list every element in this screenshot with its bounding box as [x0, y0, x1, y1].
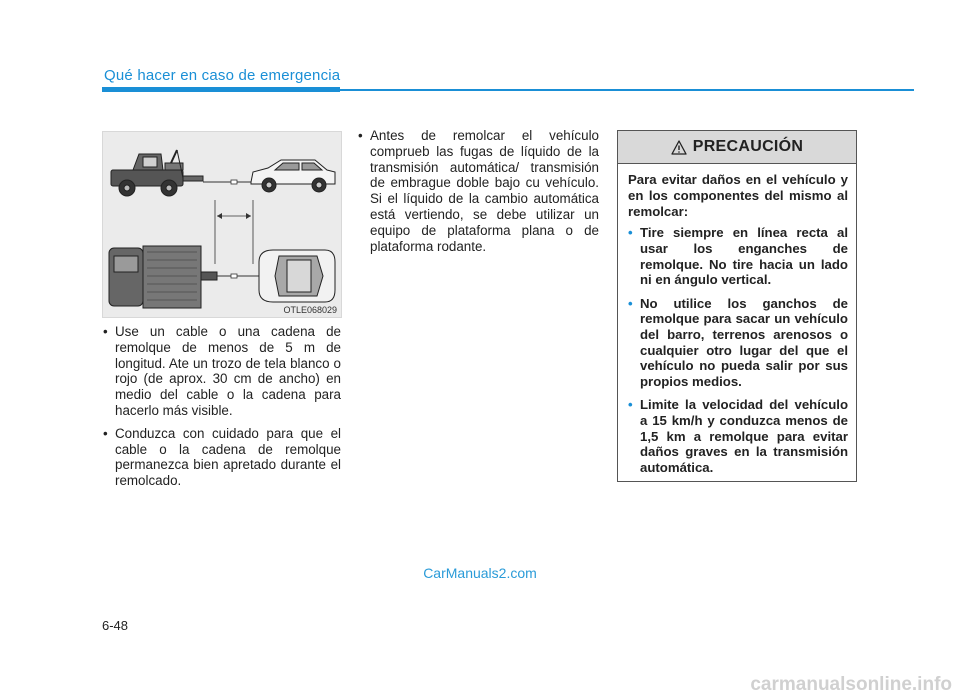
- caution-item: • Tire siempre en línea recta al usar los enganches de remolque. No tire hacia un lado ni en ángulo vertical.: [628, 225, 848, 287]
- towing-instructions-middle: [356, 128, 599, 261]
- header-rule: [340, 89, 914, 91]
- towing-diagram-svg: [103, 132, 343, 319]
- header-accent-bar: [102, 87, 340, 92]
- figure-code: OTLE068029: [283, 305, 337, 315]
- suv-side-icon: [251, 160, 335, 192]
- caution-intro: Para evitar daños en el vehículo y en los componentes del mismo al remolcar:: [628, 172, 848, 219]
- site-watermark[interactable]: CarManuals2.com: [423, 565, 537, 581]
- suv-top-icon: [259, 250, 335, 302]
- caution-item: • Limite la velocidad del vehículo a 15 km/h y conduzca menos de 1,5 km a remolque para evitar daños graves en la transmisión automática.: [628, 397, 848, 475]
- tow-truck-top-icon: [109, 246, 217, 308]
- caution-body: [618, 164, 856, 475]
- caution-item: • No utilice los ganchos de remolque para sacar un vehículo del barro, terrenos arenosos o cualquier otro lugar del que el vehículo no pueda salir por sus propios medios.: [628, 296, 848, 390]
- list-item: • Conduzca con cuidado para que el cable o la cadena de remolque permanezca bien apretado durante el remolcado.: [101, 426, 341, 489]
- list-item: • Antes de remolcar el vehículo comprueb las fugas de líquido de la transmisión automática/ transmisión de embrague doble bajo cu vehículo. Si el líquido de la cambio automática está vertiendo, se debe utilizar un equipo de plataforma plana o de plataforma rodante.: [356, 128, 599, 254]
- caution-box: [617, 130, 857, 482]
- list-item: • Use un cable o una cadena de remolque de menos de 5 m de longitud. Ate un trozo de tela blanco o rojo (de aprox. 30 cm de ancho) en medio del cable o la cadena para hacerlo más visible.: [101, 324, 341, 419]
- caution-header: [618, 131, 856, 164]
- caution-list: [628, 225, 848, 475]
- towing-instructions-left: [101, 324, 341, 496]
- warning-triangle-icon: [671, 140, 687, 155]
- caution-title: PRECAUCIÓN: [692, 138, 804, 155]
- section-title: Qué hacer en caso de emergencia: [104, 67, 341, 84]
- towing-illustration: [102, 131, 342, 318]
- tow-truck-side-icon: [111, 150, 203, 196]
- page-number: 6-48: [102, 618, 129, 633]
- footer-watermark: carmanualsonline.info: [750, 674, 952, 695]
